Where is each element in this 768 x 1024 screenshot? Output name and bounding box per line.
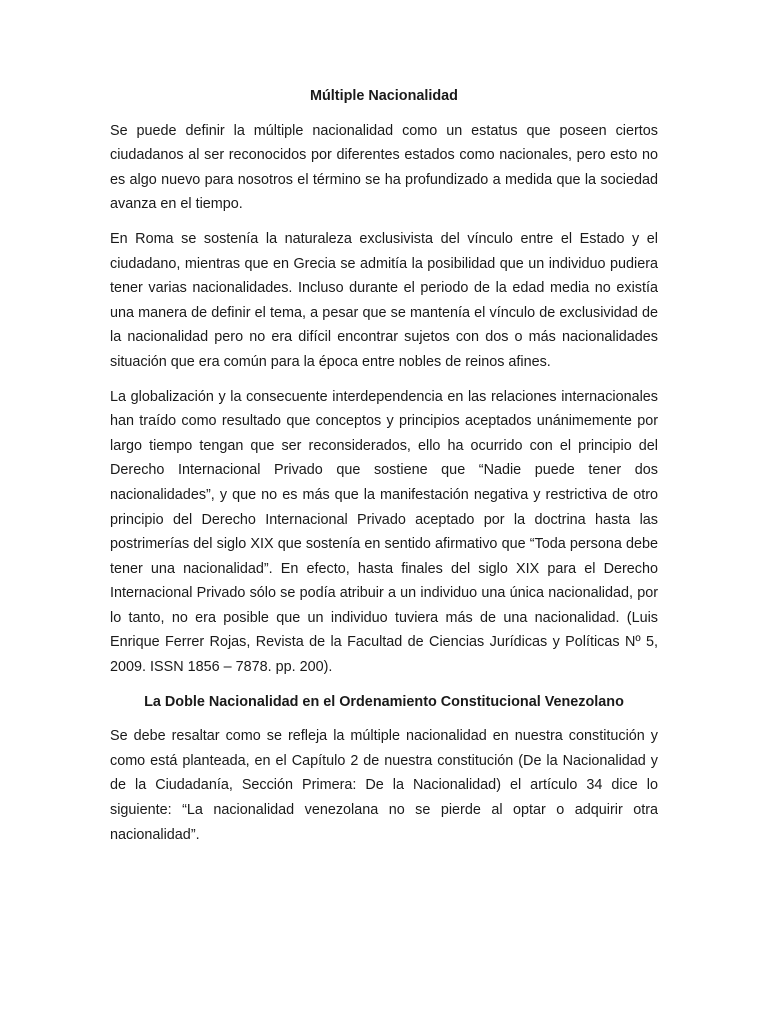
paragraph-constitution: Se debe resaltar como se refleja la múltiple nacionalidad en nuestra constitución y como está planteada, en el Capítulo 2 de nuestra constitución (De la Nacionalidad y de la Ciudadanía, Sección Primera: De la Nacionalidad) el artículo 34 dice lo siguiente: “La nacionalidad venezolana no se pierde al optar o adquirir otra nacionalidad”. [110, 728, 658, 843]
section-heading: La Doble Nacionalidad en el Ordenamiento Constitucional Venezolano [144, 693, 624, 710]
paragraph-definition: Se puede definir la múltiple nacionalidad como un estatus que poseen ciertos ciudadanos al ser reconocidos por diferentes estados como nacionales, pero esto no es algo nuevo para nosotros el término se ha profundizado a medida que la sociedad avanza en el tiempo. [110, 122, 658, 213]
paragraph-history: En Roma se sostenía la naturaleza exclusivista del vínculo entre el Estado y el ciudadano, mientras que en Grecia se admitía la posibilidad que un individuo pudiera tener varias nacionalidades. Incluso durante el periodo de la edad media no existía una manera de definir el tema, a pesar que se mantenía el vínculo de exclusividad de la nacionalidad pero no era difícil encontrar sujetos con dos o más nacionalidades situación que era común para la época entre nobles de reinos afines. [110, 230, 658, 370]
document-page [110, 84, 658, 857]
document-title: Múltiple Nacionalidad [310, 88, 458, 104]
paragraph-globalization: La globalización y la consecuente interdependencia en las relaciones internacionales han traído como resultado que conceptos y principios aceptados unánimemente por largo tiempo tengan que ser reconsiderados, ello ha ocurrido con el principio del Derecho Internacional Privado que sostiene que “Nadie puede tener dos nacionalidades”, y que no es más que la manifestación negativa y restrictiva de otro principio del Derecho Internacional Privado aceptado por la doctrina hasta las postrimerías del siglo XIX que sostenía en sentido afirmativo que “Toda persona debe tener una nacionalidad”. En efecto, hasta finales del siglo XIX para el Derecho Internacional Privado sólo se podía atribuir a un individuo una única nacionalidad, por lo tanto, no era posible que un individuo tuviera más de una nacionalidad. (Luis Enrique Ferrer Rojas, Revista de la Facultad de Ciencias Jurídicas y Políticas Nº 5, 2009. ISSN 1856 – 7878. pp. 200). [110, 388, 658, 676]
